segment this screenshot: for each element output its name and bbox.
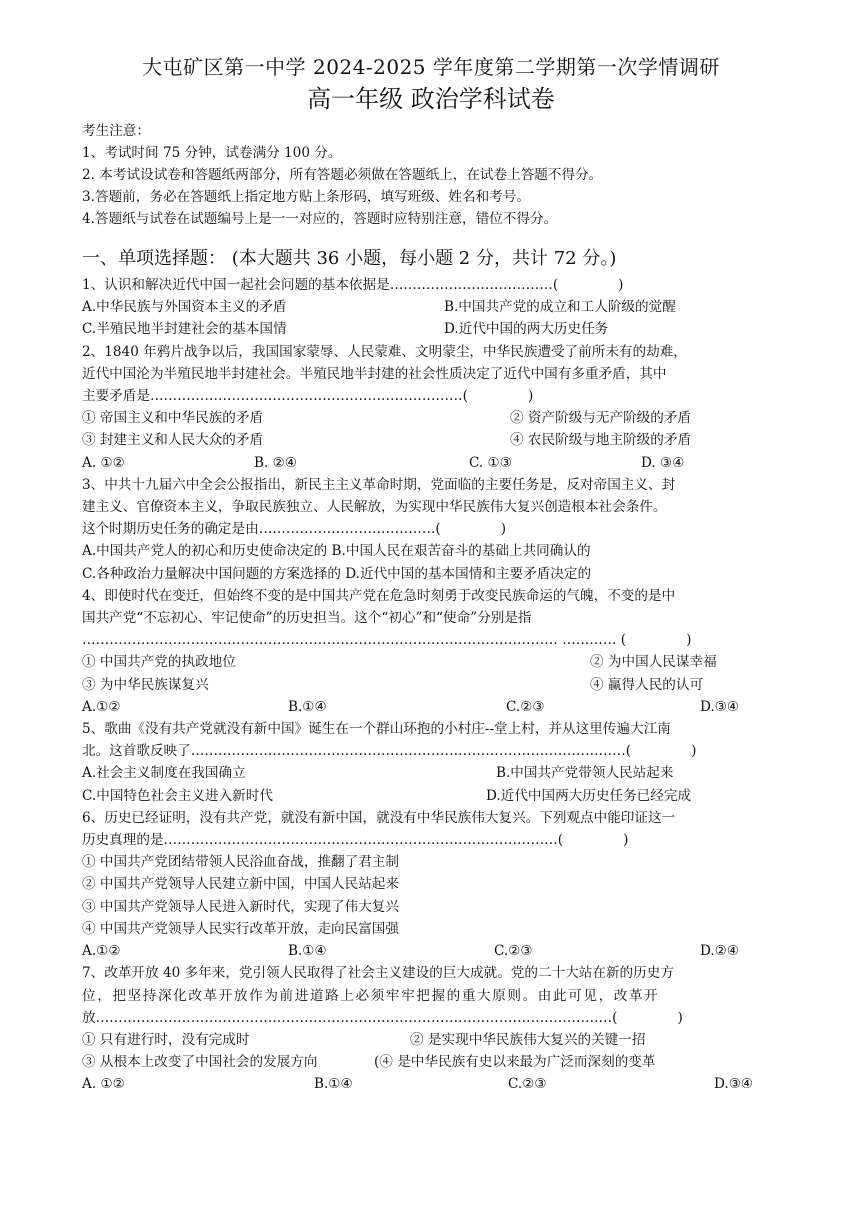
option-d: D.②④: [700, 943, 740, 960]
options-row: C.各种政治力量解决中国问题的方案选择的 D.近代中国的基本国情和主要矛盾决定的: [82, 565, 592, 582]
statements-row: [82, 1051, 780, 1073]
option-c: C.中国特色社会主义进入新时代: [82, 787, 273, 804]
statements-row: [82, 674, 780, 696]
options-row: [82, 318, 780, 340]
statement-4: ④ 中国共产党领导人民实行改革开放，走向民富国强: [82, 920, 399, 937]
question-stem: 1、认识和解决近代中国一起社会问题的基本依据是………………………………(: [82, 277, 559, 293]
notice-item: 2. 本考试设试卷和答题纸两部分，所有答题必须做在答题纸上，在试卷上答题不得分。: [82, 167, 603, 183]
notice-heading: 考生注意：: [82, 123, 150, 139]
notice-block: [82, 120, 780, 230]
statement-1: ① 帝国主义和中华民族的矛盾: [82, 410, 264, 427]
option-b: B.①④: [314, 1076, 353, 1093]
option-a: A.中华民族与外国资本主义的矛盾: [82, 299, 287, 316]
question-4-stem: 4、即使时代在变迁，但始终不变的是中国共产党在危急时刻勇于改变民族命运的气魄，不变的是中: [82, 587, 676, 604]
option-a: A. ①②: [82, 1076, 125, 1093]
options-row: A.中国共产党人的初心和历史使命决定的 B.中国人民在艰苦奋斗的基础上共同确认的: [82, 543, 591, 560]
question-1: [82, 274, 780, 296]
question-6-stem: 6、历史已经证明，没有共产党，就没有新中国，就没有中华民族伟大复兴。下列观点中能印证这一: [82, 809, 676, 826]
option-c: C.半殖民地半封建社会的基本国情: [82, 321, 287, 338]
answer-paren-close: ): [618, 277, 624, 293]
statement-4: (④ 是中华民族有史以来最为广泛而深刻的变革: [374, 1054, 656, 1071]
options-row: [82, 696, 780, 718]
statements-row: [82, 407, 780, 429]
exam-subtitle: 高一年级 政治学科试卷: [307, 85, 555, 113]
option-c: C.②③: [506, 698, 545, 715]
statements-row: [82, 429, 780, 451]
statements-row: [82, 651, 780, 673]
option-d: D. ③④: [641, 454, 685, 471]
option-a: A.①②: [82, 943, 121, 960]
options-row: [82, 1073, 780, 1095]
question-4-stem: …………………………………………………………………………………………… ………… ( ): [82, 632, 692, 649]
option-b: B.①④: [288, 943, 327, 960]
option-d: D.近代中国的两大历史任务: [444, 321, 609, 338]
options-row: [82, 762, 780, 784]
statement-3: ③ 为中华民族谋复兴: [82, 676, 209, 693]
option-d: D.③④: [700, 698, 740, 715]
option-c: C. ①③: [469, 454, 512, 471]
statement-2: ② 是实现中华民族伟大复兴的关键一招: [410, 1031, 646, 1048]
options-row: [82, 785, 780, 807]
question-7-stem: 位，把坚持深化改革开放作为前进道路上必须牢牢把握的重大原则。由此可见，改革开: [82, 987, 660, 1004]
question-2-stem: 2、1840 年鸦片战争以后，我国国家蒙辱、人民蒙难、文明蒙尘，中华民族遭受了前所未有的劫难，: [82, 343, 687, 360]
question-5-stem: 北。这首歌反映了……………………………………………………………………………………( ): [82, 743, 697, 760]
statement-3: ③ 封建主义和人民大众的矛盾: [82, 432, 264, 449]
question-7-stem: 放……………………………………………………………………………………………………( ): [82, 1009, 683, 1026]
question-2-stem: 近代中国沦为半殖民地半封建社会。半殖民地半封建的社会性质决定了近代中国有多重矛盾，其中: [82, 365, 667, 382]
options-row: [82, 452, 780, 474]
option-b: B. ②④: [254, 454, 298, 471]
statement-3: ③ 从根本上改变了中国社会的发展方向: [82, 1054, 318, 1071]
option-a: A.①②: [82, 698, 121, 715]
notice-item: 3.答题前，务必在答题纸上指定地方贴上条形码，填写班级、姓名和考号。: [82, 189, 530, 205]
question-2-stem: 主要矛盾是……………………………………………………………( ): [82, 388, 534, 405]
option-a: A. ①②: [82, 454, 125, 471]
statement-3: ③ 中国共产党领导人民进入新时代，实现了伟大复兴: [82, 898, 399, 915]
option-b: B.①④: [288, 698, 327, 715]
question-3-stem: 这个时期历史任务的确定是由…………………………………( ): [82, 521, 507, 538]
statement-1: ① 中国共产党的执政地位: [82, 654, 236, 671]
option-c: C.②③: [508, 1076, 547, 1093]
statement-2: ② 为中国人民谋幸福: [590, 654, 717, 671]
question-3-stem: 建主义、官僚资本主义，争取民族独立、人民解放，为实现中华民族伟大复兴创造根本社会条件。: [82, 499, 667, 516]
option-a: A.社会主义制度在我国确立: [82, 765, 246, 782]
statement-4: ④ 赢得人民的认可: [590, 676, 704, 693]
exam-title: 大屯矿区第一中学 2024-2025 学年度第二学期第一次学情调研: [142, 55, 720, 79]
question-3-stem: 3、中共十九届六中全会公报指出，新民主主义革命时期，党面临的主要任务是，反对帝国主义、封: [82, 476, 676, 493]
statement-1: ① 中国共产党团结带领人民浴血奋战，推翻了君主制: [82, 854, 399, 871]
question-6-stem: 历史真理的是……………………………………………………………………………( ): [82, 832, 629, 849]
notice-item: 4.答题纸与试卷在试题编号上是一一对应的，答题时应特别注意，错位不得分。: [82, 211, 558, 227]
option-d: D.③④: [714, 1076, 754, 1093]
statements-row: [82, 1029, 780, 1051]
section-title: 一、单项选择题： (本大题共 36 小题，每小题 2 分，共计 72 分。): [82, 248, 617, 269]
option-d: D.近代中国两大历史任务已经完成: [486, 787, 692, 804]
options-row: [82, 940, 780, 962]
question-7-stem: 7、改革开放 40 多年来，党引领人民取得了社会主义建设的巨大成就。党的二十大站在新的历史方: [82, 965, 674, 982]
option-b: B.中国共产党的成立和工人阶级的觉醒: [444, 299, 676, 316]
option-b: B.中国共产党带领人民站起来: [496, 765, 674, 782]
statement-2: ② 中国共产党领导人民建立新中国，中国人民站起来: [82, 876, 399, 893]
statement-1: ① 只有进行时，没有完成时: [82, 1031, 250, 1048]
option-c: C.②③: [494, 943, 533, 960]
question-4-stem: 国共产党“不忘初心、牢记使命”的历史担当。这个“初心”和“使命”分别是指: [82, 610, 532, 627]
statement-2: ② 资产阶级与无产阶级的矛盾: [510, 410, 692, 427]
statement-4: ④ 农民阶级与地主阶级的矛盾: [510, 432, 692, 449]
question-5-stem: 5、歌曲《没有共产党就没有新中国》诞生在一个群山环抱的小村庄--堂上村，并从这里传遍大江南: [82, 721, 671, 738]
options-row: [82, 296, 780, 318]
notice-item: 1、考试时间 75 分钟，试卷满分 100 分。: [82, 145, 342, 161]
